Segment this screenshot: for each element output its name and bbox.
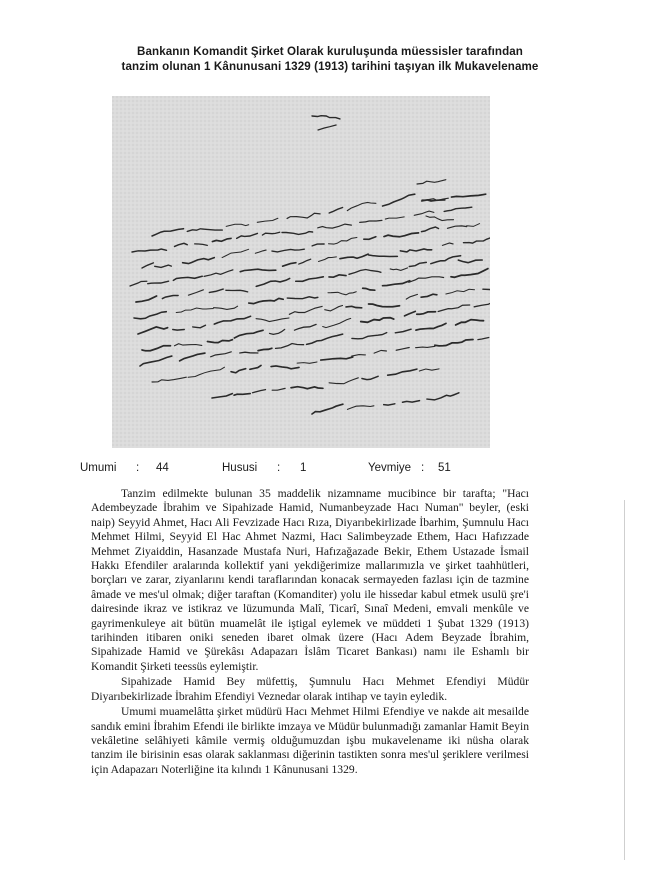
umumi-value: 44 [156, 462, 169, 474]
scan-edge-line [624, 500, 625, 860]
title-line-1: Bankanın Komandit Şirket Olarak kuruluşunda müessisler tarafından [137, 45, 523, 58]
yevmiye-label: Yevmiye [368, 462, 412, 474]
yevmiye-value: 51 [438, 462, 451, 474]
paragraph-1: Tanzim edilmekte bulunan 35 maddelik nizamname mucibince bir tarafta; "Hacı Adembeyzade İbrahim ve Sipahizade Hamid, Numanbeyzade Hacı Numan" beyler, (eski naip) Seyyid Ahmet, Hacı Ali Fevzizade Hacı Rıza, Diyarıbekirlizade İbarhim, Şumnulu Hacı Mehmet Hilmi, Seyyid El Hac Ahmet Nazmi, Hacı Salimbeyzade Ethem, Hacı Hafızzade Mehmet Ziyaiddin, Hasanzade Mustafa Nuri, Hafızağazade Bekir, Ethem Ustazade İsmail Hakkı Efendiler aralarında kollektif yani yekdiğerimize mallarımızla ve şirket taahhütleri, borçları ve zarar, ziyanlarını kendi taraflarından konacak sermayeden fazlası için de tazmine âmade ve mes'ul olmak; diğer taraftan (Komanditer) yolu ile hissedar kabul etmek usulü şre'i dairesinde ikraz ve istikraz ve lüzumunda Malî, Ticarî, Sınaî Medeni, emvali menkûle ve gayrimenkuleye ait bütün muamelât ile iştigal eylemek ve müddeti 1 Şubat 1329 (1913) tarihinden itibaren oniki seneden ibaret olmak üzere (Hacı Adem Beyzade İbrahim, Sipahizade Hamid ve Şürekâsı Adapazarı İslâm Ticaret Bankası) namı ile Eshamlı bir Komandit Şirketi teessüs eylemiştir. [91, 487, 529, 673]
paragraph-2: Sipahizade Hamid Bey müfettiş, Şumnulu Hacı Mehmet Efendiyi Müdür Diyarıbekirlizade İbrahim Efendiyi Veznedar olarak intihap ve tayin eyledik. [91, 675, 529, 703]
yevmiye-colon: : [421, 462, 425, 474]
document-body [91, 487, 529, 778]
umumi-colon: : [136, 462, 140, 474]
hususi-label: Hususi [222, 462, 258, 474]
document-title [60, 44, 600, 74]
reference-numbers [0, 462, 655, 478]
hususi-value: 1 [300, 462, 307, 474]
hususi-colon: : [277, 462, 281, 474]
handwritten-document-icon [112, 96, 490, 448]
umumi-label: Umumi [80, 462, 117, 474]
title-line-2: tanzim olunan 1 Kânunusani 1329 (1913) tarihini taşıyan ilk Mukavelename [121, 60, 539, 73]
paragraph-3: Umumi muamelâtta şirket müdürü Hacı Mehmet Hilmi Efendiye ve nakde ait mesailde sandık emini İbrahim Efendi ile birlikte imzaya ve Müdür bulunmadığı zamanlar Hamit Beyin vekâletine selâhiyeti kâmile vermiş olduğumuzdan işbu mukavelename iki nüsha olarak tanzim ile birisinin esas olarak saklanması diğerinin tastikten sonra mes'ul şeriklere verilmesi için Adapazarı Noterliğine ita kılındı 1 Kânunusani 1329. [91, 705, 529, 776]
manuscript-image [112, 96, 490, 448]
